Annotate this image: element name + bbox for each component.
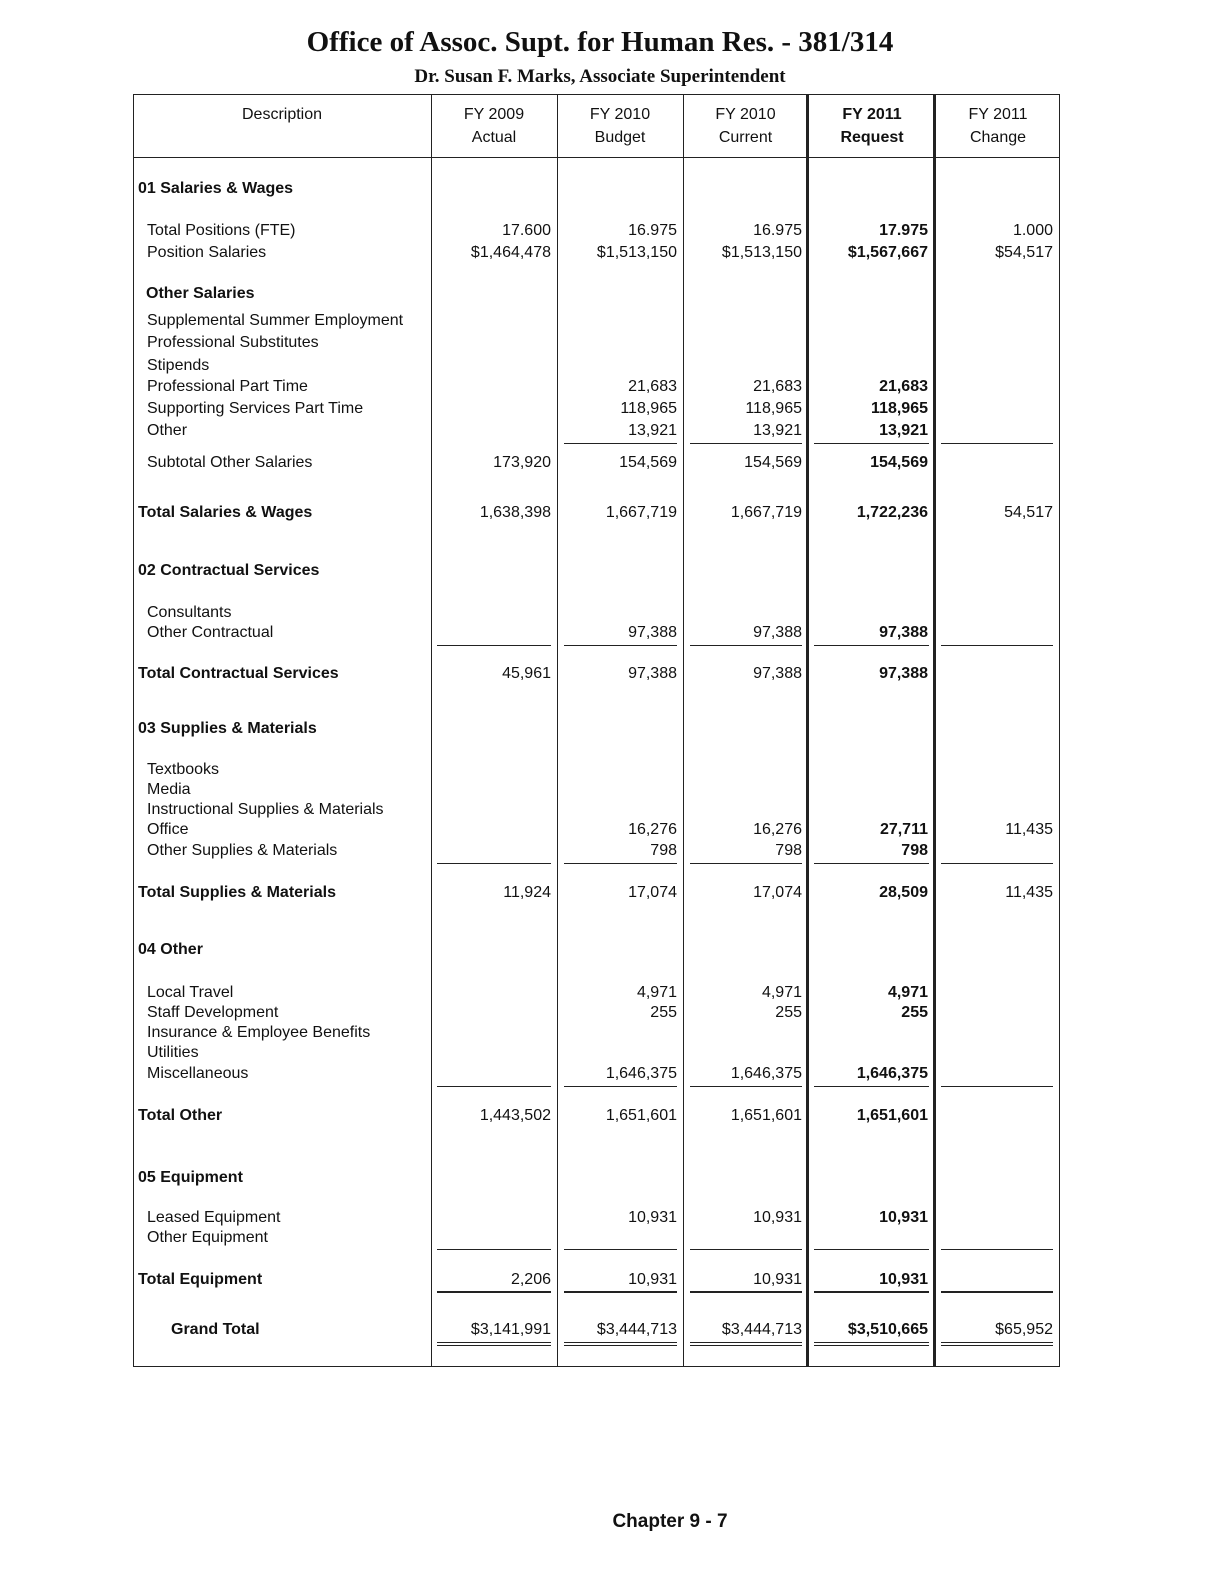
cell-value: 1,646,375	[605, 1065, 677, 1082]
cell-value: 118,965	[871, 400, 928, 417]
cell-value: $1,513,150	[721, 244, 802, 261]
column-header-description: Description	[241, 106, 323, 123]
row-label: Total Contractual Services	[138, 665, 339, 682]
page-footer: Chapter 9 - 7	[612, 1511, 728, 1532]
row-label: Position Salaries	[147, 244, 267, 261]
table-row	[0, 842, 1224, 864]
table-row	[0, 454, 1224, 476]
cell-value: 97,388	[628, 665, 677, 682]
cell-value: 10,931	[628, 1271, 677, 1288]
cell-value: 255	[775, 1004, 802, 1021]
table-row	[0, 1271, 1224, 1293]
underline	[690, 1086, 802, 1087]
underline	[690, 863, 802, 864]
underline	[814, 1292, 929, 1293]
cell-value: 1,638,398	[479, 504, 551, 521]
cell-value: 4,971	[761, 984, 802, 1001]
cell-value: 1,651,601	[605, 1107, 677, 1124]
underline	[564, 1086, 677, 1087]
cell-value: 16,276	[753, 821, 802, 838]
cell-value: 11,435	[1005, 821, 1053, 838]
cell-value: 13,921	[628, 422, 677, 439]
double-underline	[941, 1342, 1053, 1346]
cell-value: $3,510,665	[847, 1321, 928, 1338]
table-row	[0, 504, 1224, 526]
row-label: Leased Equipment	[147, 1209, 281, 1226]
table-row	[0, 624, 1224, 646]
table-row	[0, 761, 1224, 783]
underline	[941, 645, 1053, 646]
row-label: 01 Salaries & Wages	[138, 180, 294, 197]
cell-value: 798	[650, 842, 677, 859]
table-row	[0, 1209, 1224, 1231]
cell-value: $3,444,713	[721, 1321, 802, 1338]
cell-value: 13,921	[879, 422, 928, 439]
cell-value: $54,517	[995, 244, 1053, 261]
cell-value: 798	[775, 842, 802, 859]
table-row	[0, 357, 1224, 379]
cell-value: 1,646,375	[730, 1065, 802, 1082]
cell-value: 118,965	[620, 400, 677, 417]
underline	[690, 1249, 802, 1250]
row-label: Other Contractual	[147, 624, 274, 641]
table-row	[0, 334, 1224, 356]
underline	[941, 863, 1053, 864]
table-row	[0, 562, 1224, 584]
cell-value: 4,971	[636, 984, 677, 1001]
cell-value: 54,517	[1004, 504, 1053, 521]
double-underline	[564, 1342, 677, 1346]
underline	[814, 443, 929, 444]
table-row	[0, 884, 1224, 906]
double-underline	[690, 1342, 802, 1346]
table-row	[0, 1065, 1224, 1087]
row-label: 04 Other	[138, 941, 203, 958]
row-label: Stipends	[147, 357, 210, 374]
cell-value: 1,667,719	[605, 504, 677, 521]
cell-value: 97,388	[879, 665, 928, 682]
cell-value: 4,971	[887, 984, 928, 1001]
cell-value: 45,961	[502, 665, 551, 682]
row-label: Total Equipment	[138, 1271, 263, 1288]
cell-value: 1.000	[1012, 222, 1053, 239]
row-label: Other Equipment	[147, 1229, 268, 1246]
cell-value: 1,646,375	[856, 1065, 928, 1082]
column-header-fy2009-actual: FY 2009 Actual	[463, 106, 525, 146]
table-row	[0, 665, 1224, 687]
table-row	[0, 222, 1224, 244]
table-row	[0, 312, 1224, 334]
underline	[437, 645, 551, 646]
cell-value: 1,722,236	[856, 504, 928, 521]
table-row	[0, 244, 1224, 266]
underline	[814, 863, 929, 864]
row-label: Total Other	[138, 1107, 223, 1124]
cell-value: 255	[650, 1004, 677, 1021]
underline	[814, 645, 929, 646]
cell-value: 17.600	[502, 222, 551, 239]
row-label: Professional Part Time	[147, 378, 308, 395]
row-label: Insurance & Employee Benefits	[147, 1024, 371, 1041]
row-label: Consultants	[147, 604, 232, 621]
row-label: Grand Total	[171, 1321, 260, 1338]
underline	[564, 1292, 677, 1293]
row-label: Staff Development	[147, 1004, 279, 1021]
row-label: Other	[147, 422, 188, 439]
cell-value: 17,074	[628, 884, 677, 901]
underline	[690, 645, 802, 646]
table-row	[0, 1229, 1224, 1251]
cell-value: 10,931	[628, 1209, 677, 1226]
cell-value: 17.975	[879, 222, 928, 239]
underline	[941, 1292, 1053, 1293]
table-row	[0, 1024, 1224, 1046]
cell-value: 10,931	[753, 1209, 802, 1226]
column-header-fy2011-change: FY 2011 Change	[968, 106, 1028, 146]
cell-value: $3,444,713	[596, 1321, 677, 1338]
table-row	[0, 720, 1224, 742]
cell-value: 1,651,601	[730, 1107, 802, 1124]
cell-value: 11,924	[503, 884, 551, 901]
table-row	[0, 781, 1224, 803]
cell-value: 28,509	[879, 884, 928, 901]
cell-value: 1,667,719	[730, 504, 802, 521]
table-row	[0, 604, 1224, 626]
page-subtitle: Dr. Susan F. Marks, Associate Superintendent	[414, 66, 786, 87]
row-label: Other Salaries	[146, 285, 255, 302]
row-label: 03 Supplies & Materials	[138, 720, 317, 737]
row-label: Other Supplies & Materials	[147, 842, 338, 859]
cell-value: 10,931	[879, 1209, 928, 1226]
double-underline	[437, 1342, 551, 1346]
row-label: Total Positions (FTE)	[147, 222, 296, 239]
cell-value: 97,388	[753, 665, 802, 682]
table-row	[0, 821, 1224, 843]
table-row	[0, 1169, 1224, 1191]
table-row	[0, 1044, 1224, 1066]
table-row	[0, 941, 1224, 963]
cell-value: 97,388	[879, 624, 928, 641]
cell-value: 1,651,601	[856, 1107, 928, 1124]
row-label: Professional Substitutes	[147, 334, 319, 351]
cell-value: 13,921	[753, 422, 802, 439]
row-label: Total Salaries & Wages	[138, 504, 313, 521]
underline	[814, 1249, 929, 1250]
table-row	[0, 1321, 1224, 1343]
cell-value: $1,567,667	[847, 244, 928, 261]
row-label: Supplemental Summer Employment	[147, 312, 404, 329]
table-row	[0, 984, 1224, 1006]
row-label: Instructional Supplies & Materials	[147, 801, 384, 818]
underline	[564, 863, 677, 864]
row-label: Media	[147, 781, 191, 798]
table-row	[0, 1107, 1224, 1129]
header-divider	[133, 157, 1060, 158]
cell-value: 16.975	[628, 222, 677, 239]
cell-value: 27,711	[879, 821, 928, 838]
cell-value: 798	[901, 842, 928, 859]
cell-value: 154,569	[744, 454, 802, 471]
row-label: Office	[147, 821, 189, 838]
cell-value: 10,931	[753, 1271, 802, 1288]
table-row	[0, 422, 1224, 444]
cell-value: 16,276	[628, 821, 677, 838]
cell-value: $3,141,991	[470, 1321, 551, 1338]
cell-value: 118,965	[745, 400, 802, 417]
row-label: Textbooks	[147, 761, 220, 778]
page-title: Office of Assoc. Supt. for Human Res. - 381/314	[306, 26, 894, 58]
cell-value: $1,513,150	[596, 244, 677, 261]
row-label: Utilities	[147, 1044, 199, 1061]
cell-value: 21,683	[753, 378, 802, 395]
table-row	[0, 285, 1224, 307]
cell-value: 97,388	[753, 624, 802, 641]
underline	[690, 443, 802, 444]
underline	[564, 645, 677, 646]
column-header-fy2010-current: FY 2010 Current	[715, 106, 776, 146]
cell-value: 255	[901, 1004, 928, 1021]
underline	[690, 1292, 802, 1293]
underline	[437, 1086, 551, 1087]
column-header-fy2011-request: FY 2011 Request	[840, 106, 904, 146]
row-label: 05 Equipment	[138, 1169, 243, 1186]
cell-value: 173,920	[493, 454, 551, 471]
underline	[564, 1249, 677, 1250]
table-row	[0, 400, 1224, 422]
row-label: Miscellaneous	[147, 1065, 249, 1082]
underline	[941, 1249, 1053, 1250]
row-label: 02 Contractual Services	[138, 562, 320, 579]
row-label: Subtotal Other Salaries	[147, 454, 313, 471]
underline	[941, 1086, 1053, 1087]
table-row	[0, 378, 1224, 400]
cell-value: 21,683	[879, 378, 928, 395]
row-label: Supporting Services Part Time	[147, 400, 364, 417]
cell-value: 154,569	[619, 454, 677, 471]
cell-value: 16.975	[753, 222, 802, 239]
cell-value: 97,388	[628, 624, 677, 641]
column-header-fy2010-budget: FY 2010 Budget	[589, 106, 651, 146]
cell-value: 21,683	[628, 378, 677, 395]
cell-value: 11,435	[1005, 884, 1053, 901]
cell-value: $1,464,478	[470, 244, 551, 261]
underline	[437, 863, 551, 864]
row-label: Local Travel	[147, 984, 234, 1001]
underline	[941, 443, 1053, 444]
table-row	[0, 1004, 1224, 1026]
underline	[564, 443, 677, 444]
cell-value: 17,074	[753, 884, 802, 901]
cell-value: 154,569	[870, 454, 928, 471]
table-row	[0, 180, 1224, 202]
cell-value: $65,952	[995, 1321, 1053, 1338]
underline	[814, 1086, 929, 1087]
cell-value: 10,931	[879, 1271, 928, 1288]
table-row	[0, 801, 1224, 823]
underline	[437, 1249, 551, 1250]
cell-value: 2,206	[510, 1271, 551, 1288]
row-label: Total Supplies & Materials	[138, 884, 336, 901]
double-underline	[814, 1342, 929, 1346]
underline	[437, 1292, 551, 1293]
cell-value: 1,443,502	[479, 1107, 551, 1124]
